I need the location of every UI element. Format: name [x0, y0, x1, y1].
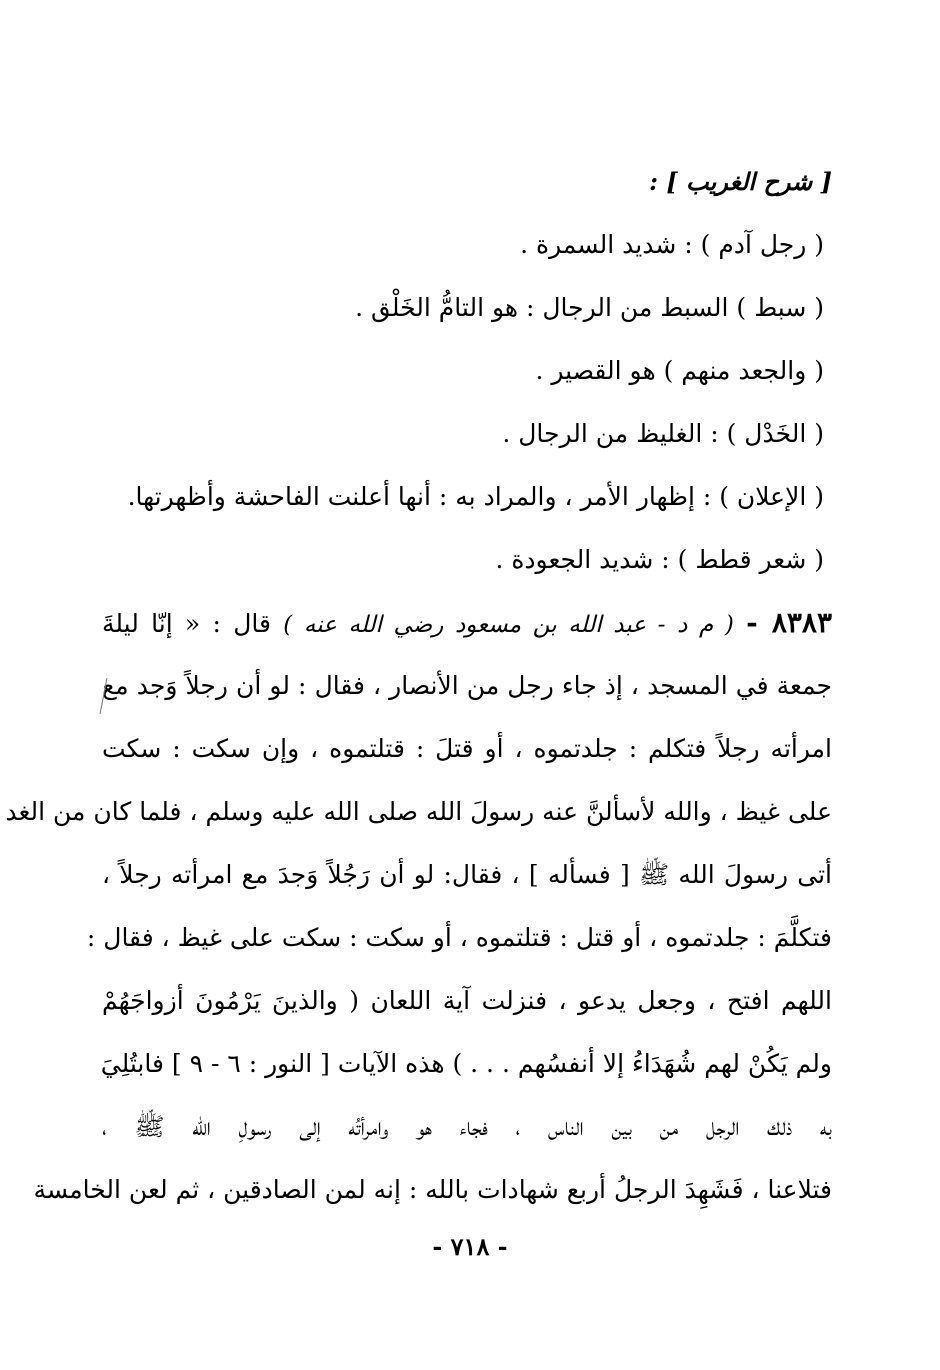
glossary-entry: ( سبط ) السبط من الرجال : هو التامُّ الخَلْق .: [355, 293, 824, 322]
hadith-text: قال : « إنّا ليلةَ: [102, 609, 271, 638]
section-heading: [ شرح الغريب ] :: [649, 167, 832, 196]
text-block: [5, 150, 832, 1221]
hadith-line: امرأته رجلاً فتكلم : جلدتموه ، أو قتلَ : قتلتموه ، وإن سكت : سكت: [102, 734, 832, 763]
hadith-line: على غيظ ، والله لأسألنَّ عنه رسولَ الله صلى الله عليه وسلم ، فلما كان من الغد: [5, 797, 832, 826]
glossary-entry: ( والجعد منهم ) هو القصير .: [535, 356, 824, 385]
glossary-entry: ( الإعلان ) : إظهار الأمر ، والمراد به : أنها أعلنت الفاحشة وأظهرتها.: [127, 482, 824, 511]
glossary-entry: ( رجل آدم ) : شديد السمرة .: [520, 230, 824, 259]
hadith-number: ٨٣٨٣ -: [746, 606, 832, 639]
hadith-narrator: ( م د - عبد الله بن مسعود رضي الله عنه ): [283, 612, 734, 638]
margin-scan-mark: [96, 676, 110, 716]
page-number: - ٧١٨ -: [432, 1232, 508, 1261]
glossary-entry: ( الخَدْل ) : الغليظ من الرجال .: [502, 419, 824, 448]
glossary-entry: ( شعر قطط ) : شديد الجعودة .: [495, 545, 824, 574]
hadith-line: ولم يَكُنْ لهم شُهَدَاءُ إلا أنفسُهم . . . ) هذه الآيات [ النور : ٦ - ٩ ] فابتُلِيَ: [100, 1049, 832, 1078]
hadith-first-line: [102, 591, 832, 654]
hadith-line: فتلاعنا ، فَشَهِدَ الرجلُ أربع شهادات بالله : إنه لمن الصادقين ، ثم لعن الخامسة: [33, 1175, 832, 1204]
hadith-line: اللهم افتح ، وجعل يدعو ، فنزلت آية اللعان ( والذينَ يَرْمُونَ أزواجَهُمْ: [102, 986, 832, 1015]
hadith-line: به ذلك الرجل من بين الناس ، فجاء هو وامرأتُه إلى رسولِ الله ﷺ ،: [102, 1112, 832, 1141]
hadith-line: جمعة في المسجد ، إذ جاء رجل من الأنصار ، فقال : لو أن رجلاً وَجد مع: [102, 671, 832, 700]
hadith-line: أتى رسولَ الله ﷺ [ فسأله ] ، فقال: لو أن رَجُلاً وَجدَ مع امرأته رجلاً ،: [102, 860, 832, 889]
hadith-line: فتكلَّمَ : جلدتموه ، أو قتل : قتلتموه ، أو سكت : سكت على غيظ ، فقال :: [86, 923, 832, 952]
